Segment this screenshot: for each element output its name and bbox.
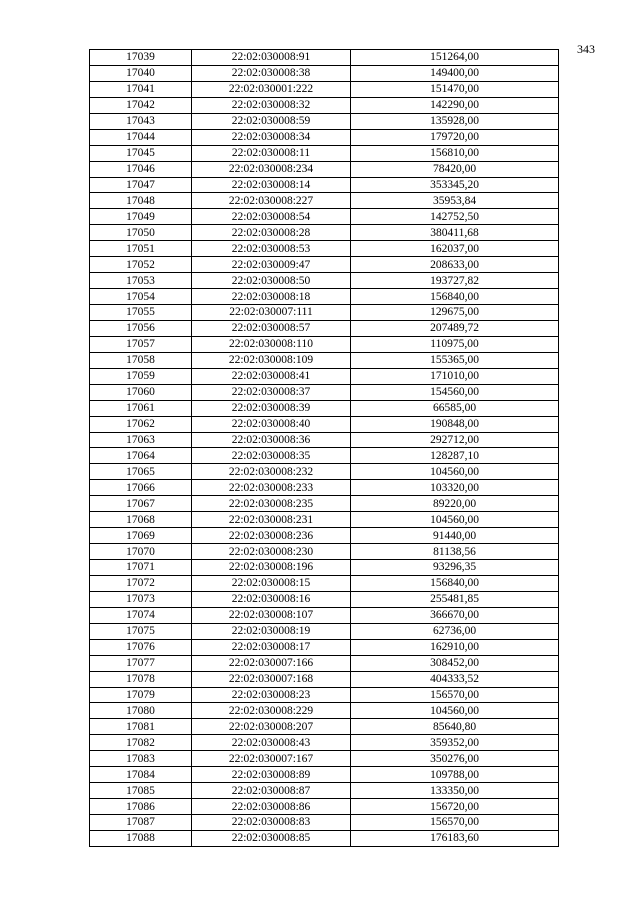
cadastral-number-cell: 22:02:030008:87 — [192, 783, 351, 799]
cadastral-number-cell: 22:02:030008:50 — [192, 273, 351, 289]
row-number-cell: 17079 — [90, 687, 192, 703]
cadastral-number-cell: 22:02:030009:47 — [192, 257, 351, 273]
row-number-cell: 17049 — [90, 209, 192, 225]
value-cell: 207489,72 — [351, 320, 559, 336]
table-row — [90, 97, 559, 113]
value-cell: 156720,00 — [351, 799, 559, 815]
value-cell: 162910,00 — [351, 639, 559, 655]
row-number-cell: 17040 — [90, 65, 192, 81]
cadastral-number-cell: 22:02:030008:37 — [192, 384, 351, 400]
cadastral-number-cell: 22:02:030008:85 — [192, 830, 351, 846]
table-row — [90, 257, 559, 273]
row-number-cell: 17048 — [90, 193, 192, 209]
cadastral-number-cell: 22:02:030008:35 — [192, 448, 351, 464]
row-number-cell: 17086 — [90, 799, 192, 815]
row-number-cell: 17066 — [90, 480, 192, 496]
row-number-cell: 17072 — [90, 575, 192, 591]
table-row — [90, 289, 559, 305]
row-number-cell: 17050 — [90, 225, 192, 241]
value-cell: 103320,00 — [351, 480, 559, 496]
value-cell: 62736,00 — [351, 623, 559, 639]
row-number-cell: 17083 — [90, 751, 192, 767]
table-row — [90, 432, 559, 448]
value-cell: 162037,00 — [351, 241, 559, 257]
value-cell: 78420,00 — [351, 161, 559, 177]
value-cell: 93296,35 — [351, 560, 559, 576]
value-cell: 155365,00 — [351, 352, 559, 368]
cadastral-number-cell: 22:02:030008:83 — [192, 815, 351, 831]
row-number-cell: 17075 — [90, 623, 192, 639]
row-number-cell: 17069 — [90, 528, 192, 544]
table-row — [90, 161, 559, 177]
cadastral-number-cell: 22:02:030008:36 — [192, 432, 351, 448]
row-number-cell: 17058 — [90, 352, 192, 368]
value-cell: 128287,10 — [351, 448, 559, 464]
table-row — [90, 448, 559, 464]
table-row — [90, 305, 559, 321]
table-row — [90, 575, 559, 591]
cadastral-number-cell: 22:02:030008:28 — [192, 225, 351, 241]
cadastral-number-cell: 22:02:030008:38 — [192, 65, 351, 81]
value-cell: 359352,00 — [351, 735, 559, 751]
value-cell: 156810,00 — [351, 145, 559, 161]
row-number-cell: 17065 — [90, 464, 192, 480]
table-row — [90, 687, 559, 703]
row-number-cell: 17078 — [90, 671, 192, 687]
table-row — [90, 209, 559, 225]
value-cell: 156840,00 — [351, 575, 559, 591]
table-row — [90, 655, 559, 671]
cadastral-number-cell: 22:02:030001:222 — [192, 81, 351, 97]
row-number-cell: 17041 — [90, 81, 192, 97]
value-cell: 110975,00 — [351, 336, 559, 352]
cadastral-number-cell: 22:02:030008:109 — [192, 352, 351, 368]
value-cell: 156570,00 — [351, 687, 559, 703]
table-row — [90, 703, 559, 719]
table-row — [90, 193, 559, 209]
cadastral-number-cell: 22:02:030008:59 — [192, 113, 351, 129]
row-number-cell: 17055 — [90, 305, 192, 321]
cadastral-number-cell: 22:02:030008:110 — [192, 336, 351, 352]
value-cell: 91440,00 — [351, 528, 559, 544]
table-row — [90, 719, 559, 735]
value-cell: 193727,82 — [351, 273, 559, 289]
row-number-cell: 17051 — [90, 241, 192, 257]
table-row — [90, 623, 559, 639]
cadastral-number-cell: 22:02:030007:166 — [192, 655, 351, 671]
value-cell: 104560,00 — [351, 512, 559, 528]
value-cell: 66585,00 — [351, 400, 559, 416]
value-cell: 190848,00 — [351, 416, 559, 432]
cadastral-number-cell: 22:02:030008:234 — [192, 161, 351, 177]
cadastral-number-cell: 22:02:030008:34 — [192, 129, 351, 145]
value-cell: 154560,00 — [351, 384, 559, 400]
cadastral-number-cell: 22:02:030008:15 — [192, 575, 351, 591]
table-row — [90, 591, 559, 607]
value-cell: 151470,00 — [351, 81, 559, 97]
value-cell: 104560,00 — [351, 703, 559, 719]
table-row — [90, 496, 559, 512]
cadastral-number-cell: 22:02:030008:86 — [192, 799, 351, 815]
table-row — [90, 830, 559, 846]
value-cell: 109788,00 — [351, 767, 559, 783]
row-number-cell: 17042 — [90, 97, 192, 113]
value-cell: 208633,00 — [351, 257, 559, 273]
value-cell: 156840,00 — [351, 289, 559, 305]
row-number-cell: 17085 — [90, 783, 192, 799]
cadastral-number-cell: 22:02:030008:236 — [192, 528, 351, 544]
value-cell: 156570,00 — [351, 815, 559, 831]
cadastral-number-cell: 22:02:030007:111 — [192, 305, 351, 321]
cadastral-number-cell: 22:02:030008:19 — [192, 623, 351, 639]
table-row — [90, 113, 559, 129]
row-number-cell: 17046 — [90, 161, 192, 177]
cadastral-number-cell: 22:02:030008:23 — [192, 687, 351, 703]
cadastral-number-cell: 22:02:030008:14 — [192, 177, 351, 193]
row-number-cell: 17067 — [90, 496, 192, 512]
row-number-cell: 17070 — [90, 544, 192, 560]
cadastral-number-cell: 22:02:030008:54 — [192, 209, 351, 225]
cadastral-number-cell: 22:02:030008:229 — [192, 703, 351, 719]
value-cell: 149400,00 — [351, 65, 559, 81]
value-cell: 255481,85 — [351, 591, 559, 607]
value-cell: 85640,80 — [351, 719, 559, 735]
table-row — [90, 767, 559, 783]
value-cell: 35953,84 — [351, 193, 559, 209]
table-row — [90, 225, 559, 241]
table-row — [90, 177, 559, 193]
table-row — [90, 336, 559, 352]
table-row — [90, 352, 559, 368]
row-number-cell: 17084 — [90, 767, 192, 783]
value-cell: 179720,00 — [351, 129, 559, 145]
table-row — [90, 607, 559, 623]
value-cell: 350276,00 — [351, 751, 559, 767]
cadastral-number-cell: 22:02:030008:17 — [192, 639, 351, 655]
value-cell: 142290,00 — [351, 97, 559, 113]
cadastral-number-cell: 22:02:030008:40 — [192, 416, 351, 432]
table-row — [90, 400, 559, 416]
cadastral-number-cell: 22:02:030008:232 — [192, 464, 351, 480]
row-number-cell: 17087 — [90, 815, 192, 831]
row-number-cell: 17082 — [90, 735, 192, 751]
value-cell: 171010,00 — [351, 368, 559, 384]
table-row — [90, 560, 559, 576]
cadastral-number-cell: 22:02:030008:230 — [192, 544, 351, 560]
value-cell: 89220,00 — [351, 496, 559, 512]
cadastral-number-cell: 22:02:030007:167 — [192, 751, 351, 767]
cadastral-number-cell: 22:02:030008:16 — [192, 591, 351, 607]
value-cell: 129675,00 — [351, 305, 559, 321]
table-row — [90, 815, 559, 831]
row-number-cell: 17088 — [90, 830, 192, 846]
row-number-cell: 17056 — [90, 320, 192, 336]
row-number-cell: 17064 — [90, 448, 192, 464]
row-number-cell: 17039 — [90, 50, 192, 66]
cadastral-number-cell: 22:02:030008:41 — [192, 368, 351, 384]
cadastral-number-cell: 22:02:030008:18 — [192, 289, 351, 305]
row-number-cell: 17045 — [90, 145, 192, 161]
table-row — [90, 129, 559, 145]
table-row — [90, 50, 559, 66]
row-number-cell: 17073 — [90, 591, 192, 607]
row-number-cell: 17061 — [90, 400, 192, 416]
cadastral-number-cell: 22:02:030008:231 — [192, 512, 351, 528]
row-number-cell: 17074 — [90, 607, 192, 623]
cadastral-number-cell: 22:02:030008:53 — [192, 241, 351, 257]
value-cell: 366670,00 — [351, 607, 559, 623]
table-row — [90, 735, 559, 751]
value-cell: 151264,00 — [351, 50, 559, 66]
value-cell: 135928,00 — [351, 113, 559, 129]
table-row — [90, 783, 559, 799]
page-number: 343 — [577, 42, 595, 56]
value-cell: 353345,20 — [351, 177, 559, 193]
cadastral-number-cell: 22:02:030008:11 — [192, 145, 351, 161]
cadastral-number-cell: 22:02:030008:89 — [192, 767, 351, 783]
cadastral-number-cell: 22:02:030008:39 — [192, 400, 351, 416]
table-row — [90, 273, 559, 289]
value-cell: 308452,00 — [351, 655, 559, 671]
cadastral-number-cell: 22:02:030008:233 — [192, 480, 351, 496]
cadastral-number-cell: 22:02:030008:91 — [192, 50, 351, 66]
cadastral-number-cell: 22:02:030008:107 — [192, 607, 351, 623]
row-number-cell: 17053 — [90, 273, 192, 289]
value-cell: 404333,52 — [351, 671, 559, 687]
cadastral-value-table — [89, 49, 559, 847]
table-row — [90, 81, 559, 97]
value-cell: 133350,00 — [351, 783, 559, 799]
row-number-cell: 17054 — [90, 289, 192, 305]
table-row — [90, 241, 559, 257]
value-cell: 142752,50 — [351, 209, 559, 225]
cadastral-number-cell: 22:02:030008:227 — [192, 193, 351, 209]
cadastral-number-cell: 22:02:030008:196 — [192, 560, 351, 576]
row-number-cell: 17043 — [90, 113, 192, 129]
row-number-cell: 17063 — [90, 432, 192, 448]
table-row — [90, 320, 559, 336]
value-cell: 104560,00 — [351, 464, 559, 480]
table-row — [90, 751, 559, 767]
row-number-cell: 17044 — [90, 129, 192, 145]
table-row — [90, 145, 559, 161]
value-cell: 81138,56 — [351, 544, 559, 560]
cadastral-number-cell: 22:02:030008:43 — [192, 735, 351, 751]
row-number-cell: 17047 — [90, 177, 192, 193]
table-row — [90, 480, 559, 496]
cadastral-number-cell: 22:02:030008:207 — [192, 719, 351, 735]
table-row — [90, 544, 559, 560]
table-row — [90, 464, 559, 480]
table-row — [90, 528, 559, 544]
row-number-cell: 17081 — [90, 719, 192, 735]
cadastral-number-cell: 22:02:030008:32 — [192, 97, 351, 113]
row-number-cell: 17052 — [90, 257, 192, 273]
value-cell: 176183,60 — [351, 830, 559, 846]
cadastral-number-cell: 22:02:030008:57 — [192, 320, 351, 336]
table-row — [90, 384, 559, 400]
value-cell: 380411,68 — [351, 225, 559, 241]
table-row — [90, 65, 559, 81]
row-number-cell: 17077 — [90, 655, 192, 671]
row-number-cell: 17057 — [90, 336, 192, 352]
row-number-cell: 17076 — [90, 639, 192, 655]
row-number-cell: 17071 — [90, 560, 192, 576]
row-number-cell: 17068 — [90, 512, 192, 528]
table-row — [90, 512, 559, 528]
table-row — [90, 671, 559, 687]
table-body — [90, 50, 559, 847]
value-cell: 292712,00 — [351, 432, 559, 448]
row-number-cell: 17059 — [90, 368, 192, 384]
row-number-cell: 17080 — [90, 703, 192, 719]
table-row — [90, 416, 559, 432]
table-row — [90, 368, 559, 384]
table-row — [90, 639, 559, 655]
table-row — [90, 799, 559, 815]
row-number-cell: 17060 — [90, 384, 192, 400]
cadastral-number-cell: 22:02:030008:235 — [192, 496, 351, 512]
row-number-cell: 17062 — [90, 416, 192, 432]
cadastral-number-cell: 22:02:030007:168 — [192, 671, 351, 687]
